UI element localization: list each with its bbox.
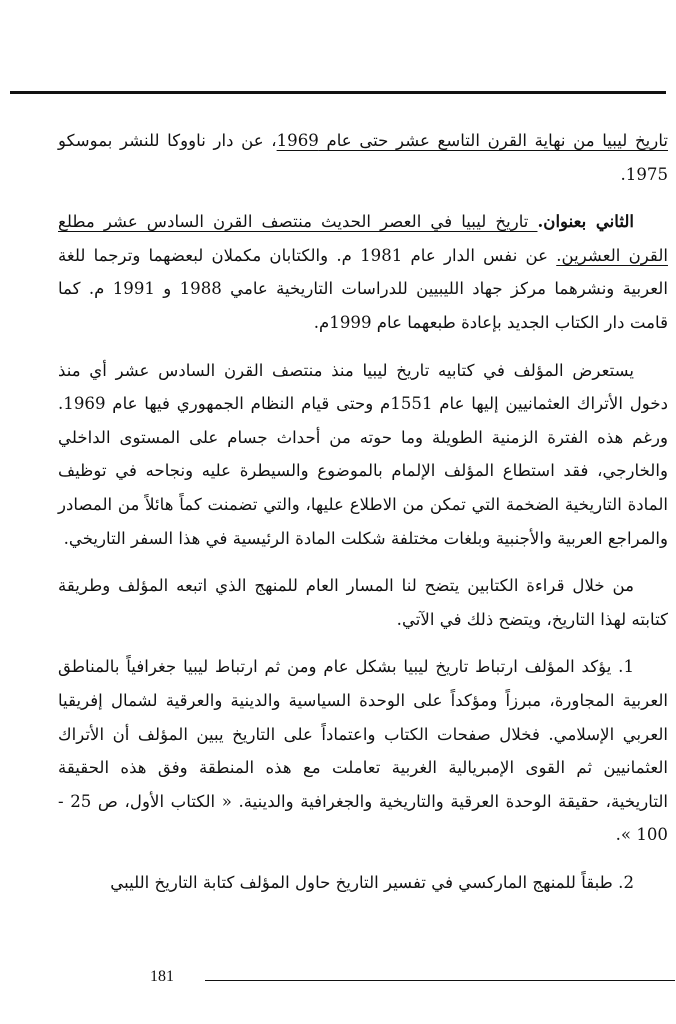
header-rule [10,91,666,94]
list-item-1: 1. يؤكد المؤلف ارتباط تاريخ ليبيا بشكل عام ومن ثم ارتباط ليبيا جغرافياً بالمناطق العربية المجاورة، مبرزاً ومؤكداً على الوحدة السياسية والدينية والعرقية لشمال إفريقيا العربي الإسلامي. فخلال صفحات الكتاب واعتماداً على التاريخ يبين المؤلف أن الأتراك العثمانيين ثم القوى الإمبريالية الغربية تعاملت مع هذه المنطقة وفق هذه الحقيقة التاريخية، حقيقة الوحدة العرقية والتاريخية والجغرافية والدينية. « الكتاب الأول، ص 25 - 100 ». [58,657,668,845]
paragraph-2 [58,205,668,339]
paragraph-4: من خلال قراءة الكتابين يتضح لنا المسار العام للمنهج الذي اتبعه المؤلف وطريقة كتابته لهذا التاريخ، ويتضح ذلك في الآتي. [58,576,668,629]
book-title-1: تاريخ ليبيا من نهاية القرن التاسع عشر حتى عام 1969 [276,131,668,150]
paragraph-2-text: عن نفس الدار عام 1981 م. والكتابان مكملان لبعضهما وترجما للغة العربية ونشرهما مركز جهاد الليبيين للدراسات التاريخية عامي 1988 و 1991 م. كما قامت دار الكتاب الجديد بإعادة طبعهما عام 1999م. [58,245,668,332]
paragraph-1-text: ، عن دار ناووكا للنشر بموسكو 1975. [58,131,668,184]
paragraph-2-lead: الثاني بعنوان. [537,211,635,232]
page-number: 181 [150,968,174,985]
list-item-2: 2. طبقاً للمنهج الماركسي في تفسير التاريخ حاول المؤلف كتابة التاريخ الليبي [110,872,634,892]
footer-rule [205,980,675,981]
page-body [58,124,668,899]
book-title-2: تاريخ ليبيا في العصر الحديث منتصف القرن السادس عشر مطلع القرن العشرين. [58,212,668,265]
paragraph-3: يستعرض المؤلف في كتابيه تاريخ ليبيا منذ منتصف القرن السادس عشر أي منذ دخول الأتراك العثمانيين إليها عام 1551م وحتى قيام النظام الجمهوري فيها عام 1969. ورغم هذه الفترة الزمنية الطويلة وما حوته من أحداث جسام على المستوى الداخلي والخارجي، فقد استطاع المؤلف الإلمام بالموضوع والسيطرة عليه ونجاحه في توظيف المادة التاريخية الضخمة التي تمكن من الاطلاع عليها، والتي تضمنت كماً هائلاً من المصادر والمراجع العربية والأجنبية وبلغات مختلفة شكلت المادة الرئيسية في هذا السفر التاريخي. [58,360,668,548]
paragraph-1 [58,124,668,191]
